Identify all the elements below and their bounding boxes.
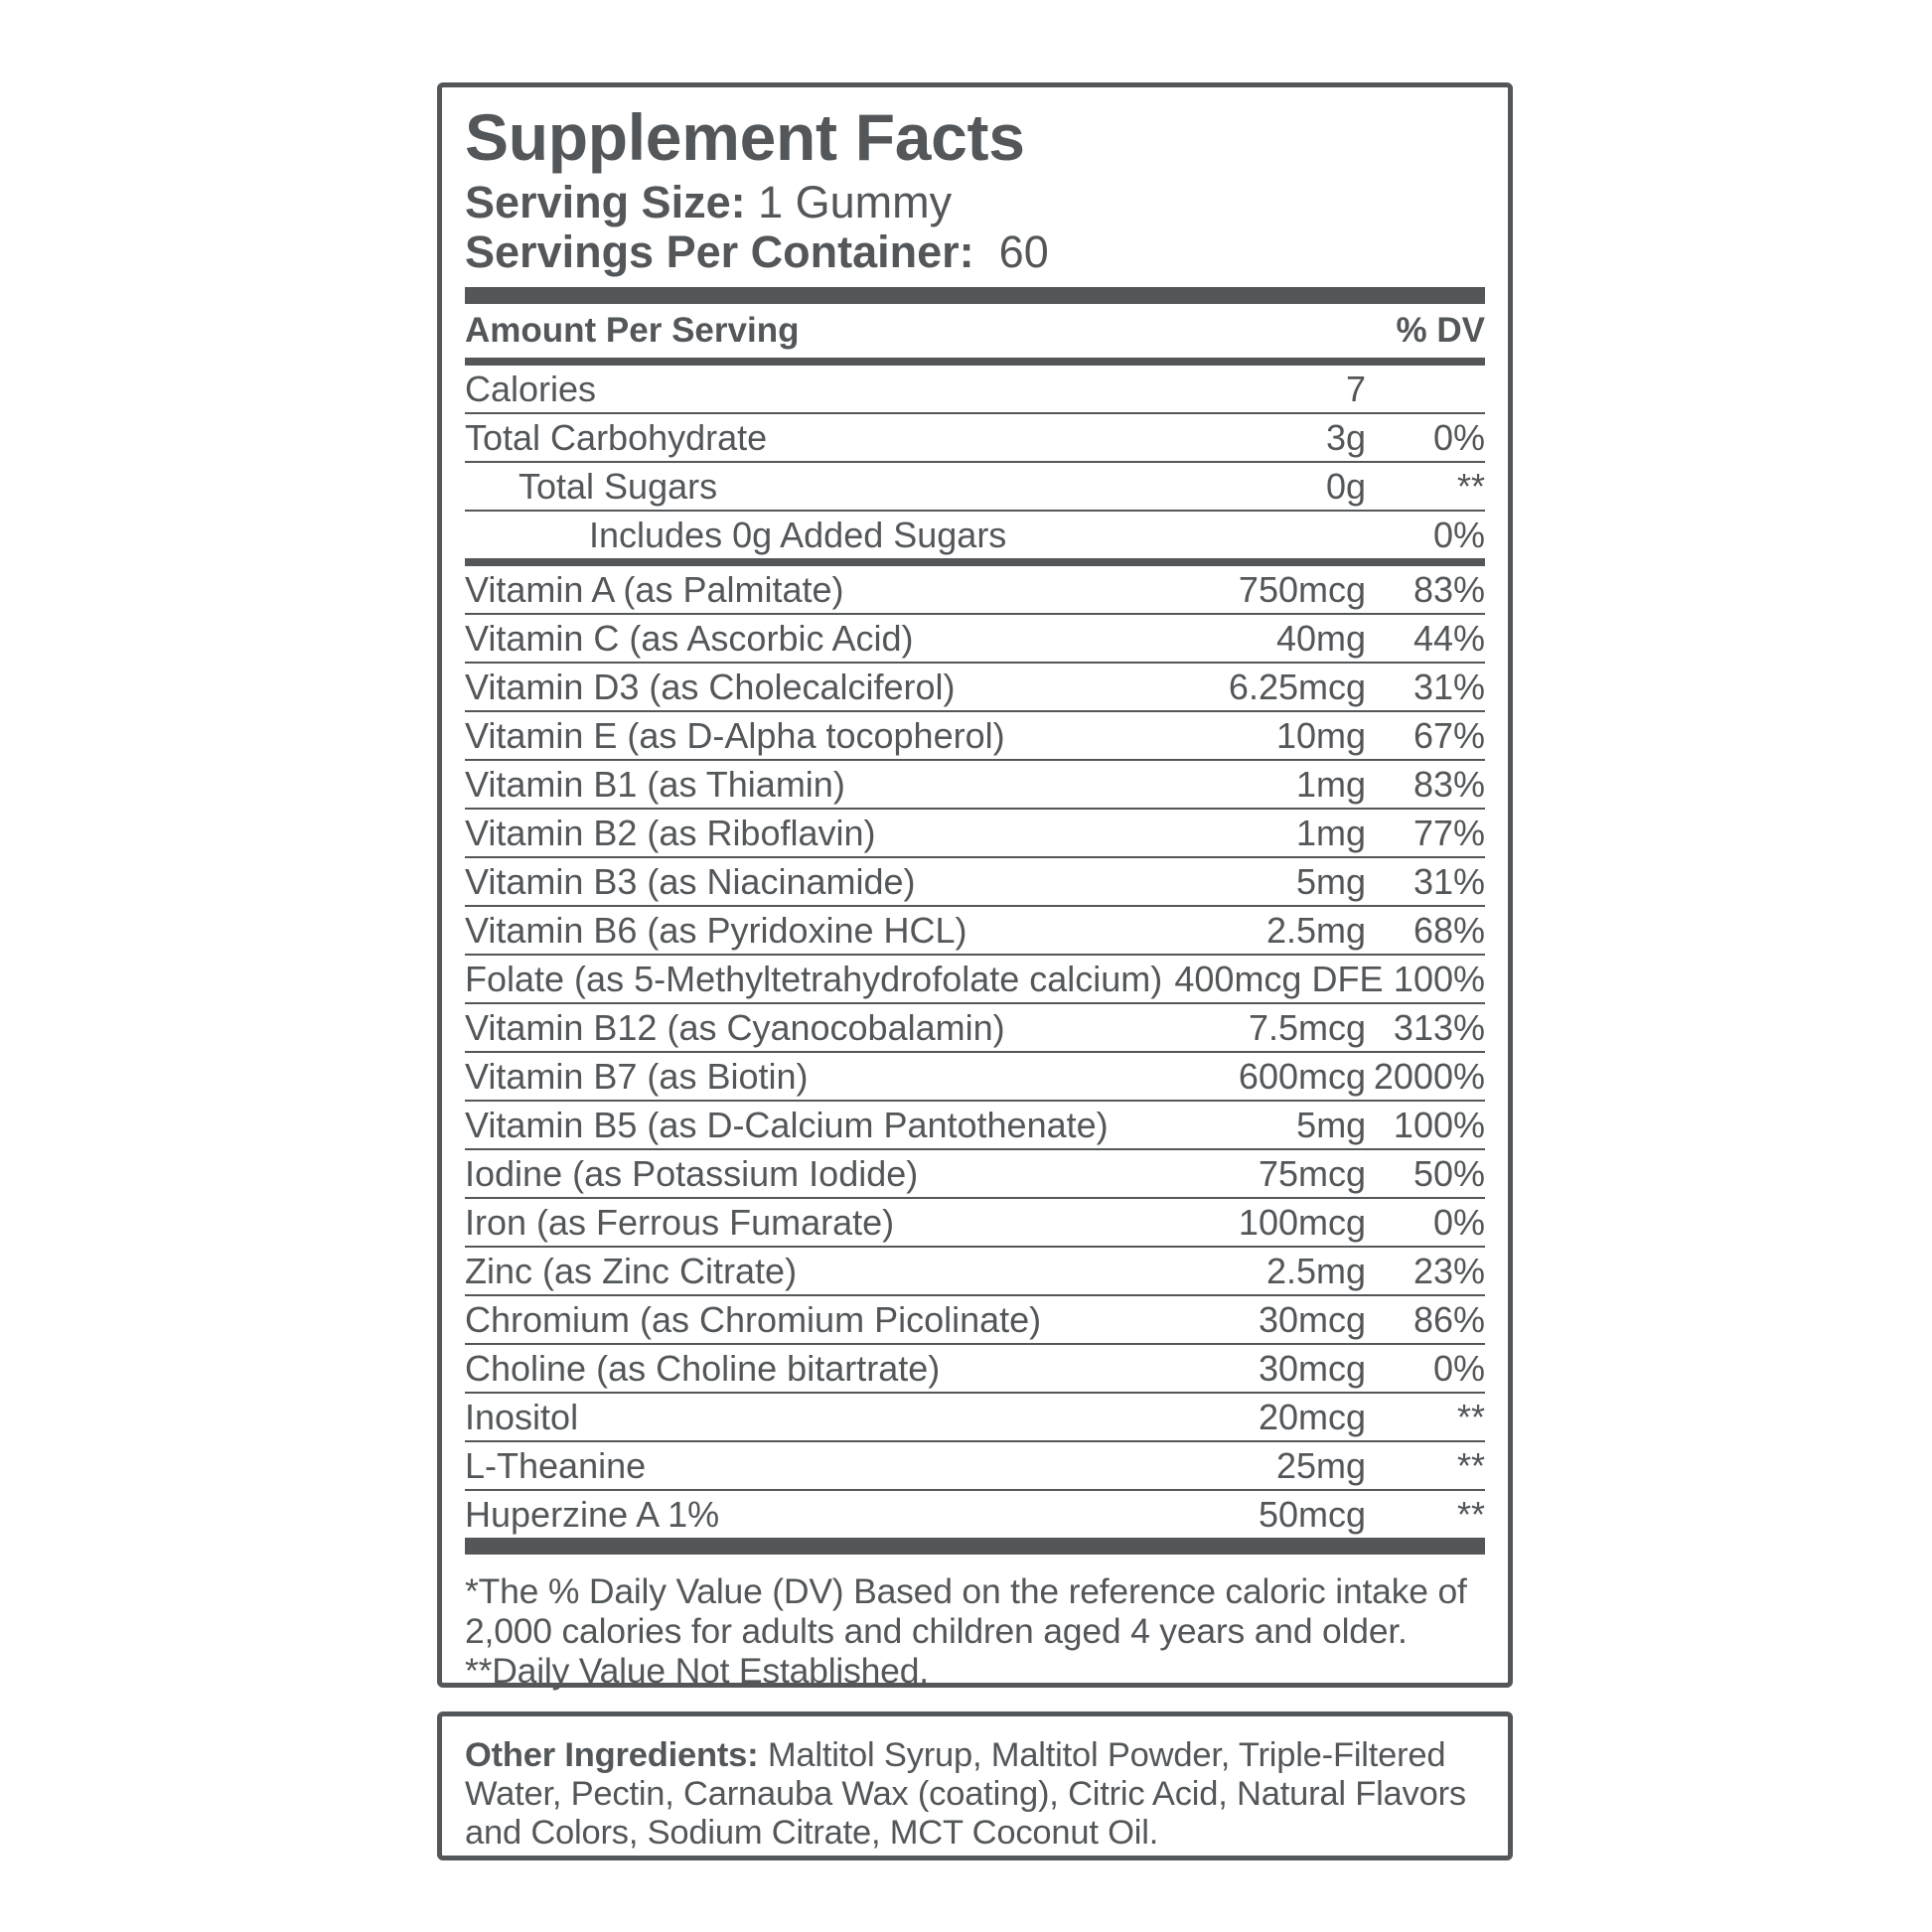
row-amount: 3g	[1325, 416, 1366, 458]
table-row	[465, 1296, 1485, 1345]
row-dv: 67%	[1412, 714, 1485, 756]
other-ingredients-label: Other Ingredients:	[465, 1736, 759, 1774]
table-row	[465, 1004, 1485, 1053]
row-dv: 100%	[1393, 1104, 1485, 1145]
row-amount: 40mg	[1275, 617, 1366, 659]
table-row	[465, 1491, 1485, 1538]
row-amount: 0g	[1325, 465, 1366, 507]
row-name: Vitamin E (as D-Alpha tocopherol)	[465, 714, 1005, 756]
row-amount: 50mcg	[1258, 1493, 1366, 1535]
row-name: Inositol	[465, 1396, 579, 1437]
serving-size	[465, 178, 1485, 227]
row-amount: 600mcg	[1238, 1055, 1366, 1097]
row-dv: **	[1456, 1396, 1485, 1437]
row-dv: 2000%	[1373, 1055, 1485, 1097]
row-amount: 2.5mg	[1265, 909, 1366, 951]
serving-size-label: Serving Size:	[465, 177, 746, 227]
footnote-not-established: **Daily Value Not Established.	[465, 1651, 929, 1691]
row-name: Vitamin A (as Palmitate)	[465, 568, 844, 610]
header-dv: % DV	[1396, 311, 1485, 350]
row-dv: 0%	[1432, 1201, 1485, 1243]
table-row	[465, 1394, 1485, 1442]
row-name: Vitamin B3 (as Niacinamide)	[465, 860, 916, 902]
table-row	[465, 366, 1485, 414]
row-dv: 23%	[1412, 1250, 1485, 1291]
row-dv: **	[1456, 1493, 1485, 1535]
row-name: Vitamin B1 (as Thiamin)	[465, 763, 845, 805]
top-rows	[465, 366, 1485, 558]
servings-per-container	[465, 227, 1485, 277]
table-row	[465, 1199, 1485, 1248]
row-name: Choline (as Choline bitartrate)	[465, 1347, 941, 1389]
row-dv: 0%	[1432, 1347, 1485, 1389]
header-amount: Amount Per Serving	[465, 311, 800, 350]
row-name: Total Carbohydrate	[465, 416, 768, 458]
table-row	[465, 1150, 1485, 1199]
table-row	[465, 463, 1485, 512]
row-dv: 44%	[1412, 617, 1485, 659]
row-amount: 10mg	[1275, 714, 1366, 756]
table-row	[465, 414, 1485, 463]
other-ingredients-panel	[437, 1711, 1513, 1860]
row-name: Vitamin B6 (as Pyridoxine HCL)	[465, 909, 967, 951]
table-row	[465, 1248, 1485, 1296]
supplement-facts-panel	[437, 82, 1513, 1691]
row-dv: 0%	[1432, 416, 1485, 458]
table-row	[465, 858, 1485, 907]
row-dv: 83%	[1412, 568, 1485, 610]
row-amount: 7	[1345, 368, 1366, 409]
row-name: Total Sugars	[519, 465, 718, 507]
divider-thick	[465, 1538, 1485, 1555]
table-row	[465, 615, 1485, 664]
table-row	[465, 1053, 1485, 1102]
footnote	[465, 1571, 1485, 1691]
row-name: Huperzine A 1%	[465, 1493, 720, 1535]
facts-title: Supplement Facts	[465, 100, 1025, 174]
divider-thick	[465, 287, 1485, 304]
table-row	[465, 512, 1485, 558]
other-ingredients-text: Maltitol Syrup, Maltitol Powder, Triple-Filtered Water, Pectin, Carnauba Wax (coating), Citric Acid, Natural Flavors and Colors, Sodium Citrate, MCT Coconut Oil.	[465, 1736, 1466, 1852]
row-name: Vitamin B2 (as Riboflavin)	[465, 812, 876, 853]
table-row	[465, 761, 1485, 810]
serving-size-value: 1 Gummy	[745, 177, 953, 227]
row-name: Iron (as Ferrous Fumarate)	[465, 1201, 895, 1243]
row-amount: 2.5mg	[1265, 1250, 1366, 1291]
servings-label: Servings Per Container:	[465, 226, 974, 277]
table-row	[465, 1345, 1485, 1394]
row-dv: 100%	[1393, 958, 1485, 999]
row-name: Vitamin D3 (as Cholecalciferol)	[465, 666, 956, 707]
row-amount: 30mcg	[1258, 1298, 1366, 1340]
row-amount: 5mg	[1296, 1104, 1367, 1145]
row-name: Zinc (as Zinc Citrate)	[465, 1250, 798, 1291]
row-dv: 31%	[1412, 666, 1485, 707]
row-dv: 86%	[1412, 1298, 1485, 1340]
row-name: Vitamin B5 (as D-Calcium Pantothenate)	[465, 1104, 1109, 1145]
row-amount: 6.25mcg	[1228, 666, 1366, 707]
row-amount: 1mg	[1295, 812, 1366, 853]
footnote-dv: *The % Daily Value (DV) Based on the reference caloric intake of 2,000 calories for adults and children aged 4 years and older.	[465, 1571, 1467, 1651]
row-dv: **	[1456, 465, 1485, 507]
row-amount: 1mg	[1295, 763, 1366, 805]
row-name: Iodine (as Potassium Iodide)	[465, 1152, 919, 1194]
table-row	[465, 664, 1485, 712]
row-dv: 31%	[1412, 860, 1485, 902]
row-dv: 0%	[1432, 514, 1485, 555]
table-row	[465, 907, 1485, 956]
row-name: Vitamin B7 (as Biotin)	[465, 1055, 809, 1097]
row-name: Folate (as 5-Methyltetrahydrofolate calcium)	[465, 958, 1163, 999]
table-row	[465, 810, 1485, 858]
divider-medium	[465, 558, 1485, 566]
row-name: Calories	[465, 368, 597, 409]
table-row	[465, 566, 1485, 615]
row-name: Includes 0g Added Sugars	[589, 514, 1007, 555]
row-name: Vitamin B12 (as Cyanocobalamin)	[465, 1006, 1005, 1048]
row-amount: 75mcg	[1258, 1152, 1366, 1194]
row-dv: 68%	[1412, 909, 1485, 951]
table-header	[465, 304, 1485, 358]
row-dv: 83%	[1412, 763, 1485, 805]
row-name: Vitamin C (as Ascorbic Acid)	[465, 617, 914, 659]
row-amount: 25mg	[1275, 1444, 1366, 1486]
row-amount: 100mcg	[1238, 1201, 1366, 1243]
row-dv: **	[1456, 1444, 1485, 1486]
row-dv: 50%	[1412, 1152, 1485, 1194]
nutrient-rows	[465, 566, 1485, 1538]
row-name: Chromium (as Chromium Picolinate)	[465, 1298, 1042, 1340]
row-name: L-Theanine	[465, 1444, 647, 1486]
table-row	[465, 1102, 1485, 1150]
table-row	[465, 712, 1485, 761]
row-amount: 750mcg	[1238, 568, 1366, 610]
table-row	[465, 1442, 1485, 1491]
row-dv: 313%	[1393, 1006, 1485, 1048]
servings-value: 60	[973, 226, 1049, 277]
divider-medium	[465, 358, 1485, 366]
row-dv: 77%	[1412, 812, 1485, 853]
table-row	[465, 956, 1485, 1004]
row-amount: 20mcg	[1258, 1396, 1366, 1437]
row-amount: 7.5mcg	[1248, 1006, 1366, 1048]
row-amount: 5mg	[1295, 860, 1366, 902]
row-amount: 400mcg DFE	[1174, 958, 1384, 999]
other-ingredients	[465, 1736, 1485, 1853]
row-amount: 30mcg	[1258, 1347, 1366, 1389]
